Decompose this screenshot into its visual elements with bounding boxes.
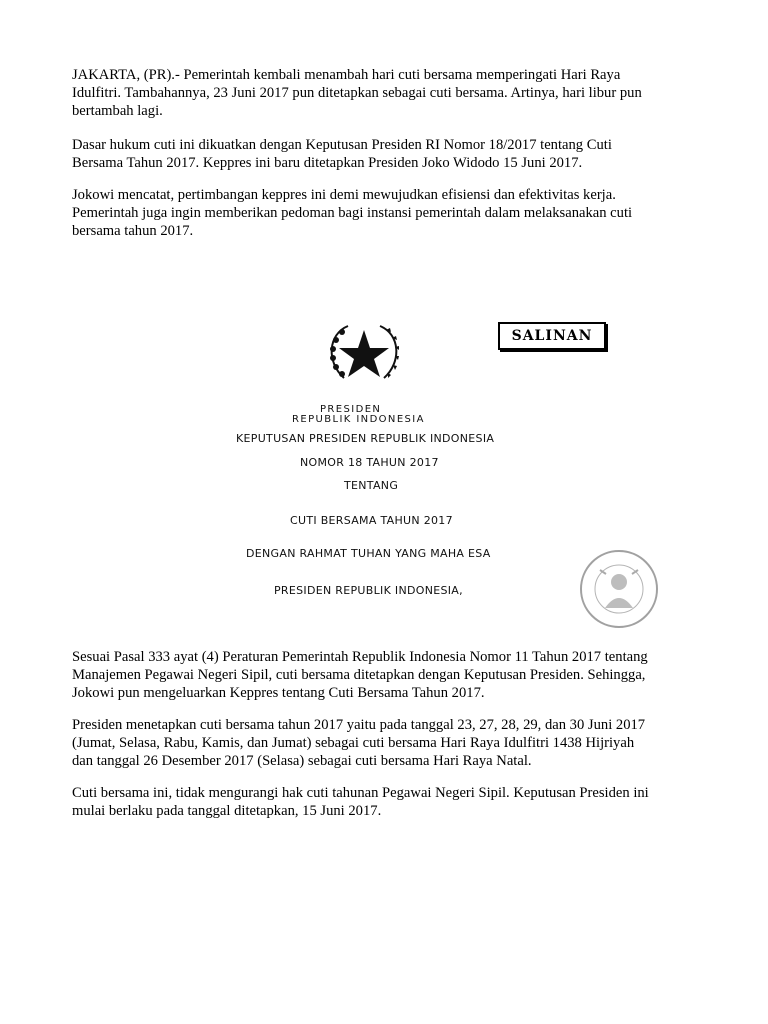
decree-subject: CUTI BERSAMA TAHUN 2017 bbox=[290, 514, 453, 527]
paragraph-legal-basis bbox=[72, 136, 696, 172]
text-line: Sesuai Pasal 333 ayat (4) Peraturan Pemerintah Republik Indonesia Nomor 11 Tahun 2017 tentang bbox=[72, 649, 648, 665]
text-line: Jokowi pun mengeluarkan Keppres tentang Cuti Bersama Tahun 2017. bbox=[72, 685, 485, 701]
text-line: Pemerintah juga ingin memberikan pedoman bagi instansi pemerintah dalam melaksanakan cuti bbox=[72, 205, 633, 221]
text-line: (Jumat, Selasa, Rabu, Kamis, dan Jumat) sebagai cuti bersama Hari Raya Idulfitri 1438 Hijriyah bbox=[72, 735, 635, 751]
paragraph-closing bbox=[72, 784, 696, 820]
decree-heading: KEPUTUSAN PRESIDEN REPUBLIK INDONESIA bbox=[236, 432, 495, 445]
decree-president: PRESIDEN REPUBLIK INDONESIA, bbox=[274, 584, 463, 597]
presiden-label: PRESIDEN bbox=[320, 404, 382, 415]
decree-tentang: TENTANG bbox=[344, 479, 399, 492]
paragraph-regulation bbox=[72, 648, 696, 702]
paragraph-intro bbox=[72, 66, 696, 120]
text-line: Bersama Tahun 2017. Keppres ini baru ditetapkan Presiden Joko Widodo 15 Juni 2017. bbox=[72, 155, 583, 171]
text-line: JAKARTA, (PR).- Pemerintah kembali menambah hari cuti bersama memperingati Hari Raya bbox=[72, 67, 621, 83]
text-line: Presiden menetapkan cuti bersama tahun 2017 yaitu pada tanggal 23, 27, 28, 29, dan 30 Juni 2017 bbox=[72, 717, 646, 733]
paragraph-dates bbox=[72, 716, 696, 770]
text-line: Jokowi mencatat, pertimbangan keppres ini demi mewujudkan efisiensi dan efektivitas kerja. bbox=[72, 187, 616, 203]
decree-number: NOMOR 18 TAHUN 2017 bbox=[300, 456, 439, 469]
garuda-star-emblem-icon bbox=[318, 316, 410, 388]
pikiran-rakyat-stamp-icon bbox=[578, 548, 660, 630]
paragraph-considerations bbox=[72, 186, 696, 240]
text-line: Dasar hukum cuti ini dikuatkan dengan Keputusan Presiden RI Nomor 18/2017 tentang Cuti bbox=[72, 137, 612, 153]
text-line: Idulfitri. Tambahannya, 23 Juni 2017 pun ditetapkan sebagai cuti bersama. Artinya, hari libur pun bbox=[72, 85, 642, 101]
decree-invocation: DENGAN RAHMAT TUHAN YANG MAHA ESA bbox=[246, 547, 491, 560]
text-line: mulai berlaku pada tanggal ditetapkan, 15 Juni 2017. bbox=[72, 803, 382, 819]
text-line: dan tanggal 26 Desember 2017 (Selasa) sebagai cuti bersama Hari Raya Natal. bbox=[72, 753, 532, 769]
republik-label: REPUBLIK INDONESIA bbox=[292, 414, 425, 425]
text-line: Manajemen Pegawai Negeri Sipil, cuti bersama ditetapkan dengan Keputusan Presiden. Sehingga, bbox=[72, 667, 646, 683]
decree-scan bbox=[230, 300, 670, 610]
salinan-stamp: SALINAN bbox=[498, 322, 606, 350]
text-line: Cuti bersama ini, tidak mengurangi hak cuti tahunan Pegawai Negeri Sipil. Keputusan Presiden ini bbox=[72, 785, 649, 801]
text-line: bersama tahun 2017. bbox=[72, 223, 194, 239]
text-line: bertambah lagi. bbox=[72, 103, 163, 119]
